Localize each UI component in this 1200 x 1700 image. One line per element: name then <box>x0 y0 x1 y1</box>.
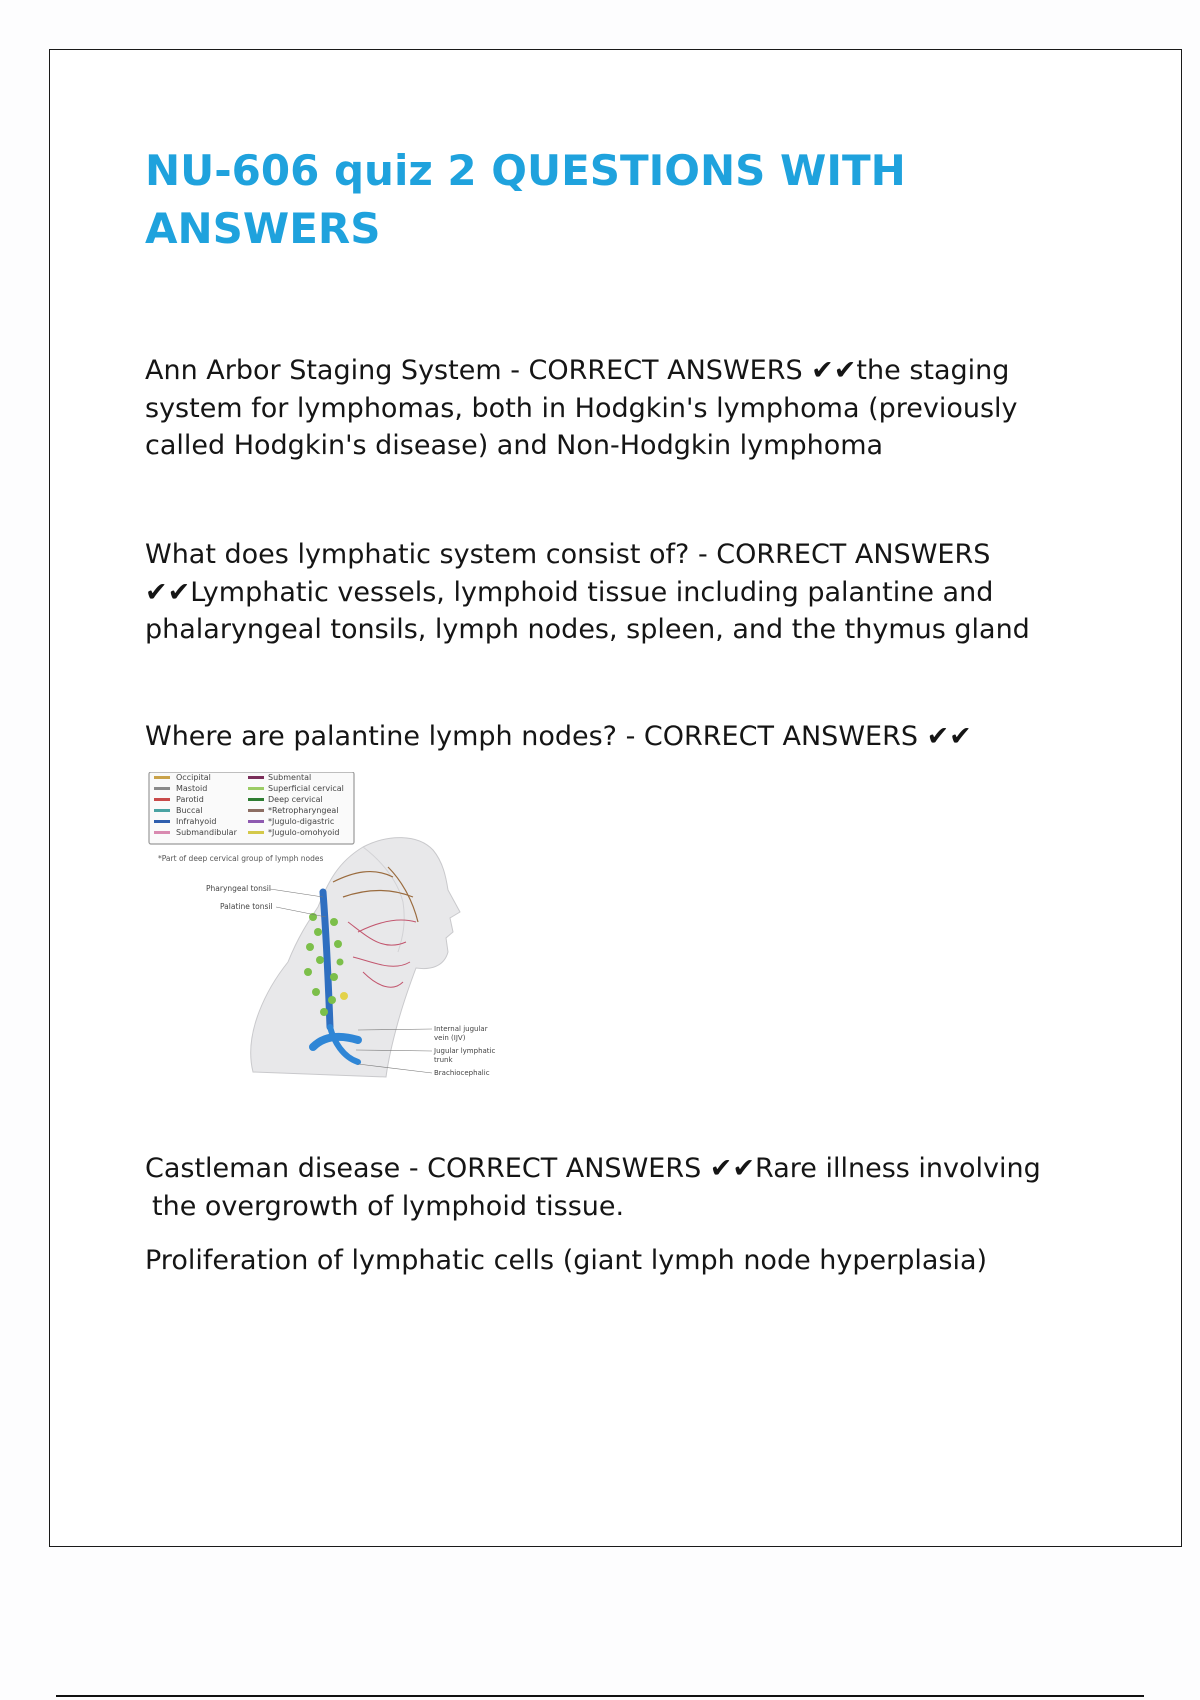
legend-label: *Jugulo-digastric <box>268 817 335 826</box>
figure-footnote: *Part of deep cervical group of lymph nodes <box>158 854 324 863</box>
qa-item-palatine-nodes: Where are palantine lymph nodes? - CORRECT ANSWERS ✔✔ <box>145 721 972 752</box>
legend-label: Submandibular <box>176 828 237 837</box>
legend-label: Occipital <box>176 773 211 782</box>
castleman-line-2: the overgrowth of lymphoid tissue. <box>152 1190 625 1222</box>
label-pharyngeal-tonsil: Pharyngeal tonsil <box>206 884 271 893</box>
legend-swatch <box>154 809 170 812</box>
legend-label: Buccal <box>176 806 203 815</box>
legend-label: Deep cervical <box>268 795 323 804</box>
legend-label: Infrahyoid <box>176 817 217 826</box>
qa-item-castleman <box>145 1150 1105 1225</box>
qa-item-ann-arbor: Ann Arbor Staging System - CORRECT ANSWERS ✔✔the staging system for lymphomas, both in Hodgkin's lymphoma (previously called Hodgkin's disease) and Non-Hodgkin lymphoma <box>145 355 1018 461</box>
legend-swatch <box>248 787 264 790</box>
label-ijv: vein (IJV) <box>434 1034 466 1042</box>
legend-label: Superficial cervical <box>268 784 344 793</box>
label-internal-jugular: Internal jugular <box>434 1025 488 1033</box>
legend-swatch <box>154 820 170 823</box>
legend-swatch <box>154 831 170 834</box>
legend-label: Submental <box>268 773 312 782</box>
castleman-line-3: Proliferation of lymphatic cells (giant lymph node hyperplasia) <box>145 1245 988 1276</box>
legend-label: *Jugulo-omohyoid <box>268 828 340 837</box>
label-jugular-lymphatic: Jugular lymphatic <box>434 1047 496 1055</box>
legend-swatch <box>248 776 264 779</box>
label-trunk: trunk <box>434 1056 453 1064</box>
legend-swatch <box>154 787 170 790</box>
castleman-line-1: Castleman disease - CORRECT ANSWERS ✔✔Rare illness involving <box>145 1153 1041 1184</box>
head-neck-illustration <box>251 838 460 1077</box>
lymph-node-diagram <box>148 772 520 1092</box>
legend-label: Parotid <box>176 795 204 804</box>
legend-label: Mastoid <box>176 784 208 793</box>
page-title: NU-606 quiz 2 QUESTIONS WITH ANSWERS <box>145 146 906 253</box>
legend-swatch <box>154 798 170 801</box>
label-palatine-tonsil: Palatine tonsil <box>220 902 273 911</box>
label-brachiocephalic: Brachiocephalic <box>434 1069 490 1077</box>
legend-label: *Retropharyngeal <box>268 806 339 815</box>
legend-swatch <box>248 809 264 812</box>
legend-swatch <box>154 776 170 779</box>
bottom-rule <box>56 1695 1144 1697</box>
legend-swatch <box>248 798 264 801</box>
legend-swatch <box>248 831 264 834</box>
qa-item-lymphatic-system: What does lymphatic system consist of? - CORRECT ANSWERS ✔✔Lymphatic vessels, lymphoid tissue including palantine and phalaryngeal tonsils, lymph nodes, spleen, and the thymus gland <box>145 539 1030 645</box>
legend-swatch <box>248 820 264 823</box>
